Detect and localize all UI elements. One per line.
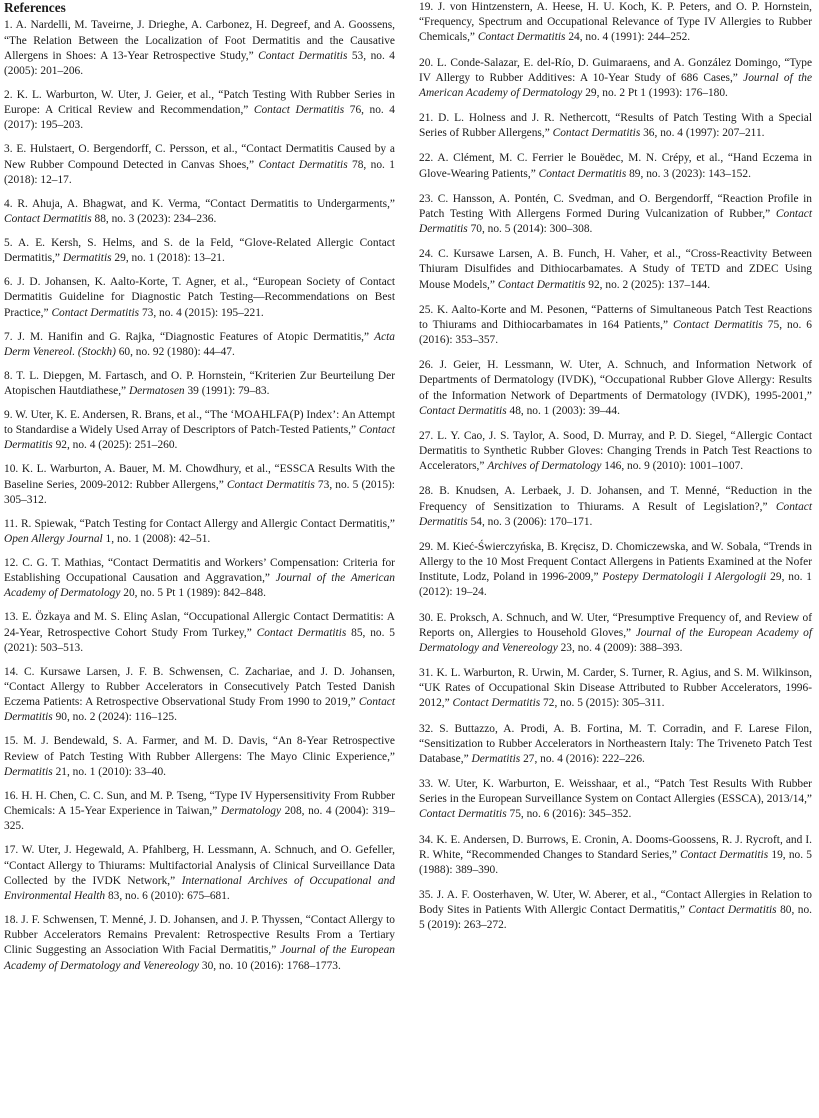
references-heading: References bbox=[4, 0, 66, 15]
reference-number: 25. bbox=[419, 303, 434, 316]
reference-entry bbox=[4, 330, 395, 360]
reference-list-left bbox=[4, 18, 395, 973]
reference-number: 17. bbox=[4, 844, 19, 857]
reference-journal: Contact Dermatitis bbox=[419, 808, 507, 821]
reference-number: 10. bbox=[4, 463, 19, 476]
reference-number: 23. bbox=[419, 192, 434, 205]
reference-entry bbox=[419, 429, 812, 475]
reference-authors-title: A. Nardelli, M. Taveirne, J. Drieghe, A. Carbonez, H. Degreef, and A. Goossens, “The Relation Between the Localization of Foot Dermatitis and the Causative Allergens in Shoes: A 13-Year Retrospective Study,” bbox=[4, 19, 395, 62]
reference-entry bbox=[419, 484, 812, 530]
reference-entry bbox=[419, 888, 812, 934]
reference-authors-title: K. Aalto-Korte and M. Pesonen, “Patterns of Simultaneous Patch Test Reactions to Thiurams and Dithiocarbamates in 164 Patients,” bbox=[419, 303, 812, 331]
reference-authors-title: S. Buttazzo, A. Prodi, A. B. Fortina, M. T. Corradin, and F. Larese Filon, “Sensitization to Rubber Accelerators in Northeastern Italy: The Triveneto Patch Test Database,” bbox=[419, 722, 812, 765]
reference-entry bbox=[4, 843, 395, 904]
reference-details: 53, no. 4 (2005): 201–206. bbox=[4, 49, 395, 78]
reference-number: 33. bbox=[419, 778, 434, 790]
reference-details: 30, no. 10 (2016): 1768–1773. bbox=[199, 959, 341, 972]
reference-entry bbox=[419, 247, 812, 293]
reference-entry bbox=[419, 722, 812, 768]
reference-entry bbox=[4, 789, 395, 835]
reference-details: 48, no. 1 (2003): 39–44. bbox=[506, 404, 620, 417]
reference-entry bbox=[4, 236, 395, 266]
reference-entry bbox=[419, 111, 812, 141]
reference-number: 26. bbox=[419, 359, 434, 372]
reference-entry bbox=[4, 517, 395, 547]
reference-journal: Contact Dermatitis bbox=[552, 127, 641, 140]
reference-number: 32. bbox=[419, 722, 434, 735]
reference-details: 24, no. 4 (1991): 244–252. bbox=[565, 31, 691, 44]
reference-entry bbox=[4, 556, 395, 602]
reference-authors-title: W. Uter, K. Warburton, E. Weisshaar, et al., “Patch Test Results With Rubber Series in the European Surveillance System on Contact Allergies (ESSCA), 2013/14,” bbox=[419, 778, 812, 806]
reference-journal: Contact Dermatitis bbox=[4, 696, 395, 724]
reference-journal: Contact Dermatitis bbox=[688, 904, 777, 917]
reference-journal: Contact Dermatitis bbox=[51, 306, 140, 319]
reference-entry bbox=[419, 611, 812, 657]
reference-authors-title: M. Kieć-Świerczyńska, B. Kręcisz, D. Chomiczewska, and W. Sobala, “Trends in Allergy to the 10 Most Frequent Contact Allergens in Patients Examined at the Nofer Institute, Lodz, Poland in 1996-2009,” bbox=[419, 540, 812, 584]
reference-journal: Contact Dermatitis bbox=[680, 848, 769, 861]
reference-journal: Contact Dermatitis bbox=[4, 213, 92, 226]
reference-entry bbox=[4, 142, 395, 188]
reference-journal: Contact Dermatitis bbox=[4, 424, 395, 452]
reference-details: 90, no. 2 (2024): 116–125. bbox=[52, 711, 177, 724]
reference-entry bbox=[4, 610, 395, 656]
reference-details: 146, no. 9 (2010): 1001–1007. bbox=[601, 460, 744, 473]
reference-authors-title: E. Özkaya and M. S. Elinç Aslan, “Occupational Allergic Contact Dermatitis: A 24-Year, Retrospective Cohort Study From Turkey,” bbox=[4, 611, 395, 639]
reference-authors-title: C. Kursawe Larsen, J. F. B. Schwensen, C. Zachariae, and J. D. Johansen, “Contact Allergy to Rubber Accelerators in Consecutively Patch Tested Danish Eczema Patients: A Retrospective Observational Study From 1990 to 2019,” bbox=[4, 665, 395, 709]
reference-number: 4. bbox=[4, 197, 13, 210]
reference-authors-title: D. L. Holness and J. R. Nethercott, “Results of Patch Testing With a Special Series of Rubber Allergens,” bbox=[419, 112, 812, 140]
reference-number: 28. bbox=[419, 485, 434, 498]
reference-details: 83, no. 6 (2010): 675–681. bbox=[105, 889, 230, 902]
reference-entry bbox=[4, 275, 395, 321]
reference-authors-title: C. G. T. Mathias, “Contact Dermatitis and Workers’ Compensation: Criteria for Establishing Occupational Causation and Aggravation,” bbox=[4, 557, 395, 585]
reference-authors-title: K. L. Warburton, R. Urwin, M. Carder, S. Turner, R. Agius, and S. M. Wilkinson, “UK Rates of Occupational Skin Disease Attributed to Rubber Accelerators, 1996-2012,” bbox=[419, 667, 812, 710]
reference-authors-title: K. L. Warburton, A. Bauer, M. M. Chowdhury, et al., “ESSCA Results With the Baseline Series, 2009-2012: Rubber Allergens,” bbox=[4, 463, 395, 491]
reference-journal: Dermatology bbox=[220, 805, 282, 818]
reference-details: 19, no. 5 (1988): 389–390. bbox=[419, 848, 812, 876]
reference-entry bbox=[4, 462, 395, 508]
reference-number: 14. bbox=[4, 665, 19, 678]
reference-number: 35. bbox=[419, 889, 434, 901]
reference-number: 34. bbox=[419, 833, 434, 846]
reference-details: 29, no. 2 Pt 1 (1993): 176–180. bbox=[582, 86, 728, 99]
reference-authors-title: W. Uter, K. E. Andersen, R. Brans, et al., “The ‘MOAHLFA(P) Index’: An Attempt to Standardise a Widely Used Array of Descriptors of Patch-Tested Patients,” bbox=[4, 409, 396, 437]
reference-authors-title: J. D. Johansen, K. Aalto-Korte, T. Agner, et al., “European Society of Contact Dermatitis Guideline for Diagnostic Patch Testing—Recommendations on Best Practice,” bbox=[4, 276, 395, 319]
reference-journal: Archives of Dermatology bbox=[487, 460, 602, 473]
reference-entry bbox=[4, 734, 395, 780]
reference-number: 30. bbox=[419, 611, 434, 624]
reference-journal: International Archives of Occupational and Environmental Health bbox=[4, 874, 395, 902]
reference-details: 75, no. 6 (2016): 345–352. bbox=[506, 808, 632, 821]
reference-journal: Contact Dermatitis bbox=[253, 104, 345, 117]
reference-journal: Contact Dermatitis bbox=[477, 31, 566, 44]
reference-journal: Contact Dermatitis bbox=[419, 500, 812, 528]
reference-number: 29. bbox=[419, 540, 434, 553]
reference-details: 27, no. 4 (2016): 222–226. bbox=[520, 752, 645, 765]
reference-details: 89, no. 3 (2023): 143–152. bbox=[626, 167, 751, 180]
reference-list-right bbox=[419, 0, 812, 934]
reference-journal: Postepy Dermatologii I Alergologii bbox=[602, 571, 767, 584]
reference-journal: Dermatitis bbox=[4, 765, 53, 778]
reference-number: 15. bbox=[4, 735, 19, 748]
reference-authors-title: J. A. F. Oosterhaven, W. Uter, W. Aberer, et al., “Contact Allergies in Relation to Body Sites in Patients With Allergic Contact Dermatitis,” bbox=[419, 889, 812, 917]
reference-journal: Contact Dermatitis bbox=[226, 478, 315, 491]
reference-number: 5. bbox=[4, 237, 13, 250]
reference-entry bbox=[4, 369, 395, 399]
reference-journal: Contact Dermatitis bbox=[538, 167, 627, 180]
reference-journal: Contact Dermatitis bbox=[256, 626, 347, 639]
reference-number: 8. bbox=[4, 369, 13, 382]
reference-journal: Acta Derm Venereol. (Stockh) bbox=[4, 330, 395, 358]
reference-entry bbox=[4, 913, 395, 974]
reference-number: 24. bbox=[419, 248, 434, 261]
reference-entry bbox=[419, 0, 812, 46]
reference-details: 20, no. 5 Pt 1 (1989): 842–848. bbox=[120, 587, 266, 600]
reference-details: 29, no. 1 (2012): 19–24. bbox=[419, 571, 813, 599]
reference-authors-title: R. Spiewak, “Patch Testing for Contact Allergy and Allergic Contact Dermatitis,” bbox=[20, 517, 395, 530]
reference-authors-title: A. E. Kersh, S. Helms, and S. de la Feld, “Glove-Related Allergic Contact Dermatitis,” bbox=[4, 237, 396, 265]
reference-number: 7. bbox=[4, 330, 13, 343]
reference-details: 76, no. 4 (2017): 195–203. bbox=[4, 104, 396, 132]
reference-entry bbox=[419, 192, 812, 238]
reference-journal: Dermatitis bbox=[471, 752, 521, 765]
reference-details: 88, no. 3 (2023): 234–236. bbox=[91, 213, 217, 226]
reference-journal: Dermatitis bbox=[62, 252, 112, 265]
reference-details: 23, no. 4 (2009): 388–393. bbox=[557, 641, 683, 654]
reference-authors-title: E. Proksch, A. Schnuch, and W. Uter, “Presumptive Frequency of, and Review of Reports on, Allergies to Household Gloves,” bbox=[419, 611, 812, 639]
reference-details: 36, no. 4 (1997): 207–211. bbox=[640, 127, 765, 140]
reference-details: 54, no. 3 (2006): 170–171. bbox=[467, 515, 593, 528]
reference-entry bbox=[419, 540, 812, 601]
reference-entry bbox=[4, 88, 395, 134]
reference-authors-title: J. Geier, H. Lessmann, W. Uter, A. Schnuch, and Information Network of Departments of Dermatology (IVDK), “Occupational Rubber Glove Allergy: Results of the Information Network of Departments of Dermatology (IVDK), 1995-2001,” bbox=[419, 359, 812, 402]
reference-details: 92, no. 4 (2025): 251–260. bbox=[52, 439, 178, 452]
reference-details: 73, no. 4 (2015): 195–221. bbox=[139, 306, 264, 319]
reference-journal: Journal of the European Academy of Dermatology and Venereology bbox=[4, 944, 395, 972]
reference-entry bbox=[419, 151, 812, 181]
reference-authors-title: L. Conde-Salazar, E. del-Río, D. Guimaraens, and A. González Domingo, “Type IV Allergy to Rubber Additives: A 10-Year Study of 686 Cases,” bbox=[419, 56, 812, 84]
reference-details: 78, no. 1 (2018): 12–17. bbox=[4, 158, 396, 186]
reference-number: 18. bbox=[4, 913, 19, 926]
reference-details: 60, no. 92 (1980): 44–47. bbox=[115, 345, 235, 358]
reference-entry bbox=[419, 303, 812, 349]
reference-journal: Journal of the American Academy of Dermatology bbox=[4, 572, 395, 600]
reference-authors-title: W. Uter, J. Hegewald, A. Pfahlberg, H. Lessmann, A. Schnuch, and O. Gefeller, “Contact Allergy to Thiurams: Multifactorial Analysis of Clinical Surveillance Data Collected by the IVDK Network,” bbox=[4, 844, 395, 887]
reference-entry bbox=[4, 665, 395, 726]
reference-authors-title: J. von Hintzenstern, A. Heese, H. U. Koch, K. P. Peters, and O. P. Hornstein, “Frequency, Spectrum and Occupational Relevance of Type IV Allergies to Rubber Chemicals,” bbox=[419, 1, 813, 44]
reference-details: 29, no. 1 (2018): 13–21. bbox=[111, 252, 225, 265]
reference-number: 27. bbox=[419, 429, 434, 442]
reference-number: 3. bbox=[4, 143, 13, 156]
reference-number: 31. bbox=[419, 667, 434, 679]
reference-journal: Contact Dermatitis bbox=[419, 207, 812, 235]
reference-details: 80, no. 5 (2019): 263–272. bbox=[419, 904, 812, 932]
reference-authors-title: A. Clément, M. C. Ferrier le Bouëdec, M. N. Crépy, et al., “Hand Eczema in Glove-Wearing Patients,” bbox=[419, 152, 812, 180]
reference-number: 19. bbox=[419, 1, 434, 13]
reference-authors-title: K. E. Andersen, D. Burrows, E. Cronin, A. Dooms-Goossens, R. J. Rycroft, and I. R. White, “Recommended Changes to Standard Series,” bbox=[419, 833, 813, 861]
reference-authors-title: T. L. Diepgen, M. Fartasch, and O. P. Hornstein, “Kriterien Zur Beurteilung Der Atopischen Hautdiathese,” bbox=[4, 369, 395, 398]
reference-details: 92, no. 2 (2025): 137–144. bbox=[585, 278, 711, 291]
reference-authors-title: B. Knudsen, A. Lerbaek, J. D. Johansen, and T. Menné, “Reduction in the Frequency of Sensitization to Thiurams. A Result of Legislation?,” bbox=[419, 485, 812, 513]
reference-entry bbox=[4, 197, 395, 227]
reference-authors-title: K. L. Warburton, W. Uter, J. Geier, et al., “Patch Testing With Rubber Series in Europe: A Critical Review and Recommendation,” bbox=[4, 89, 395, 117]
reference-journal: Contact Dermatitis bbox=[452, 697, 541, 710]
reference-details: 85, no. 5 (2021): 503–513. bbox=[4, 626, 396, 654]
reference-details: 70, no. 5 (2014): 300–308. bbox=[467, 223, 593, 235]
reference-journal: Journal of the European Academy of Dermatology and Venereology bbox=[419, 626, 812, 654]
reference-entry bbox=[4, 408, 395, 454]
reference-number: 22. bbox=[419, 152, 434, 165]
reference-details: 72, no. 5 (2015): 305–311. bbox=[540, 697, 665, 710]
reference-journal: Contact Dermatitis bbox=[673, 318, 763, 331]
reference-journal: Open Allergy Journal bbox=[4, 533, 103, 546]
reference-journal: Contact Dermatitis bbox=[419, 404, 507, 417]
references-column-right bbox=[419, 0, 812, 944]
reference-entry bbox=[419, 833, 812, 879]
reference-authors-title: C. Hansson, A. Pontén, C. Svedman, and O. Bergendorff, “Reaction Profile in Patch Testing With Allergens Formed During Vulcanization of Rubber,” bbox=[419, 192, 812, 220]
references-column-left bbox=[4, 0, 395, 983]
reference-details: 75, no. 6 (2016): 353–357. bbox=[419, 318, 812, 346]
reference-details: 21, no. 1 (2010): 33–40. bbox=[52, 765, 167, 778]
reference-entry bbox=[4, 18, 395, 79]
reference-journal: Contact Dermatitis bbox=[258, 158, 348, 171]
reference-authors-title: R. Ahuja, A. Bhagwat, and K. Verma, “Contact Dermatitis to Undergarments,” bbox=[17, 197, 395, 210]
reference-details: 1, no. 1 (2008): 42–51. bbox=[102, 533, 211, 546]
reference-number: 21. bbox=[419, 112, 434, 124]
reference-entry bbox=[419, 777, 812, 823]
reference-authors-title: J. F. Schwensen, T. Menné, J. D. Johansen, and J. P. Thyssen, “Contact Allergy to Rubber Accelerators Remains Prevalent: Retrospective Results From a Tertiary Clinic Suggesting an Association With Facial Dermatitis,” bbox=[4, 913, 395, 957]
reference-number: 11. bbox=[4, 517, 18, 530]
reference-authors-title: J. M. Hanifin and G. Rajka, “Diagnostic Features of Atopic Dermatitis,” bbox=[17, 330, 375, 343]
reference-entry bbox=[419, 358, 812, 419]
reference-journal: Contact Dermatitis bbox=[258, 49, 348, 62]
reference-authors-title: C. Kursawe Larsen, A. B. Funch, H. Vaher, et al., “Cross-Reactivity Between Thiuram Disulfides and Dithiocarbamates. A Study of TETD and ZDEC Using Mouse Models,” bbox=[419, 248, 812, 291]
reference-number: 12. bbox=[4, 557, 19, 570]
reference-number: 6. bbox=[4, 276, 13, 289]
reference-details: 208, no. 4 (2004): 319–325. bbox=[4, 805, 396, 833]
reference-authors-title: E. Hulstaert, O. Bergendorff, C. Persson, et al., “Contact Dermatitis Caused by a New Rubber Compound Detected in Canvas Shoes,” bbox=[4, 143, 395, 171]
reference-authors-title: H. H. Chen, C. C. Sun, and M. P. Tseng, “Type IV Hypersensitivity From Rubber Chemicals: A 15-Year Experience in Taiwan,” bbox=[4, 789, 395, 818]
reference-entry bbox=[419, 56, 812, 102]
reference-number: 1. bbox=[4, 19, 13, 32]
reference-entry bbox=[419, 666, 812, 712]
reference-journal: Dermatosen bbox=[128, 385, 185, 398]
reference-details: 73, no. 5 (2015): 305–312. bbox=[4, 478, 395, 506]
reference-number: 13. bbox=[4, 611, 19, 624]
reference-number: 2. bbox=[4, 89, 13, 102]
reference-journal: Journal of the American Academy of Dermatology bbox=[419, 71, 812, 99]
reference-authors-title: M. J. Bendewald, S. A. Farmer, and M. D. Davis, “An 8-Year Retrospective Review of Patch Testing With Rubber Allergens: The Mayo Clinic Experience,” bbox=[4, 735, 395, 763]
reference-details: 39 (1991): 79–83. bbox=[184, 385, 270, 398]
reference-number: 16. bbox=[4, 789, 19, 802]
reference-number: 9. bbox=[4, 409, 13, 422]
reference-number: 20. bbox=[419, 56, 434, 69]
reference-authors-title: L. Y. Cao, J. S. Taylor, A. Sood, D. Murray, and P. D. Siegel, “Allergic Contact Dermatitis to Synthetic Rubber Gloves: Changing Trends in Patch Test Reactions to Accelerators,” bbox=[419, 429, 812, 473]
reference-journal: Contact Dermatitis bbox=[497, 278, 586, 291]
